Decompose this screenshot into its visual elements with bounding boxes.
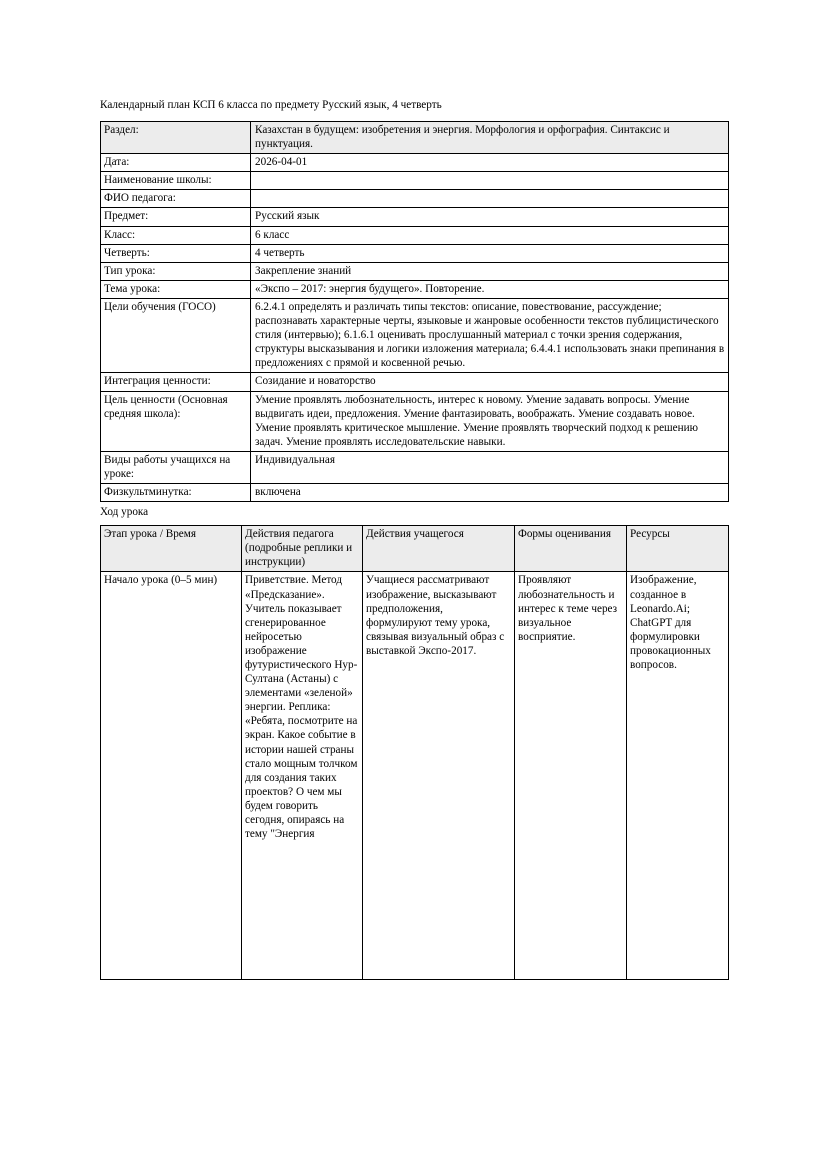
row-value: 2026-04-01 xyxy=(251,154,729,172)
row-value: Русский язык xyxy=(251,208,729,226)
row-value: 6 класс xyxy=(251,226,729,244)
row-value xyxy=(251,190,729,208)
table-row xyxy=(101,172,729,190)
row-value: Закрепление знаний xyxy=(251,262,729,280)
row-label: Четверть: xyxy=(101,244,251,262)
document-page xyxy=(100,98,728,980)
row-label: Цели обучения (ГОСО) xyxy=(101,298,251,372)
cell-student-actions: Учащиеся рассматривают изображение, высказывают предположения, формулируют тему урока, связывая визуальный образ с выставкой Экспо-2017. xyxy=(363,572,515,980)
table-row xyxy=(101,226,729,244)
row-label: Предмет: xyxy=(101,208,251,226)
table-row xyxy=(101,373,729,391)
row-value xyxy=(251,172,729,190)
column-header-student-actions: Действия учащегося xyxy=(363,526,515,572)
row-label: Класс: xyxy=(101,226,251,244)
table-row xyxy=(101,391,729,451)
row-label: Наименование школы: xyxy=(101,172,251,190)
lesson-info-table xyxy=(100,121,729,502)
row-value: Умение проявлять любознательность, интерес к новому. Умение задавать вопросы. Умение выдвигать идеи, предложения. Умение фантазировать, воображать. Умение создавать новое. Умение проявлять критическое мышление. Умение проявлять творческий подход к решению задач. Умение проявлять исследовательские навыки. xyxy=(251,391,729,451)
row-label: Тип урока: xyxy=(101,262,251,280)
row-label: Цель ценности (Основная средняя школа): xyxy=(101,391,251,451)
table-row xyxy=(101,572,729,980)
table-header-row xyxy=(101,526,729,572)
row-value: включена xyxy=(251,484,729,502)
table-row xyxy=(101,208,729,226)
cell-resources: Изображение, созданное в Leonardo.Ai; ChatGPT для формулировки провокационных вопросов. xyxy=(627,572,729,980)
page-title: Календарный план КСП 6 класса по предмету Русский язык, 4 четверть xyxy=(100,99,442,111)
row-value: 4 четверть xyxy=(251,244,729,262)
cell-assessment-forms: Проявляют любознательность и интерес к теме через визуальное восприятие. xyxy=(515,572,627,980)
lesson-flow-header xyxy=(101,526,729,572)
row-label: Дата: xyxy=(101,154,251,172)
cell-teacher-actions: Приветствие. Метод «Предсказание». Учитель показывает сгенерированное нейросетью изображение футуристического Нур-Султана (Астаны) с элементами «зеленой» энергии. Реплика: «Ребята, посмотрите на экран. Какое событие в истории нашей страны стало мощным толчком для создания таких проектов? О чем мы будем говорить сегодня, опираясь на тему "Энергия xyxy=(242,572,363,980)
column-header-teacher-actions: Действия педагога (подробные реплики и инструкции) xyxy=(242,526,363,572)
table-row xyxy=(101,484,729,502)
row-label: Виды работы учащихся на уроке: xyxy=(101,451,251,483)
row-value: «Экспо – 2017: энергия будущего». Повторение. xyxy=(251,280,729,298)
table-row xyxy=(101,280,729,298)
row-value: Созидание и новаторство xyxy=(251,373,729,391)
row-label: Интеграция ценности: xyxy=(101,373,251,391)
cell-stage: Начало урока (0–5 мин) xyxy=(101,572,242,980)
lesson-flow-table xyxy=(100,525,729,980)
column-header-assessment-forms: Формы оценивания xyxy=(515,526,627,572)
lesson-info-body xyxy=(101,122,729,502)
row-label: Раздел: xyxy=(101,122,251,154)
lesson-flow-body xyxy=(101,572,729,980)
table-row xyxy=(101,451,729,483)
row-value: 6.2.4.1 определять и различать типы текстов: описание, повествование, рассуждение; распознавать характерные черты, языковые и жанровые особенности текстов публицистического стиля (интервью); 6.1.6.1 оценивать прослушанный материал с точки зрения содержания, структуры высказывания и логики изложения материала; 6.4.4.1 использовать знаки препинания в предложениях с прямой и косвенной речью. xyxy=(251,298,729,372)
lesson-flow-caption: Ход урока xyxy=(100,506,149,519)
table-row xyxy=(101,154,729,172)
column-header-stage: Этап урока / Время xyxy=(101,526,242,572)
table-row xyxy=(101,262,729,280)
row-label: Физкультминутка: xyxy=(101,484,251,502)
column-header-resources: Ресурсы xyxy=(627,526,729,572)
table-row xyxy=(101,122,729,154)
row-value: Казахстан в будущем: изобретения и энергия. Морфология и орфография. Синтаксис и пунктуация. xyxy=(251,122,729,154)
table-row xyxy=(101,244,729,262)
row-value: Индивидуальная xyxy=(251,451,729,483)
table-row xyxy=(101,298,729,372)
row-label: Тема урока: xyxy=(101,280,251,298)
table-row xyxy=(101,190,729,208)
row-label: ФИО педагога: xyxy=(101,190,251,208)
